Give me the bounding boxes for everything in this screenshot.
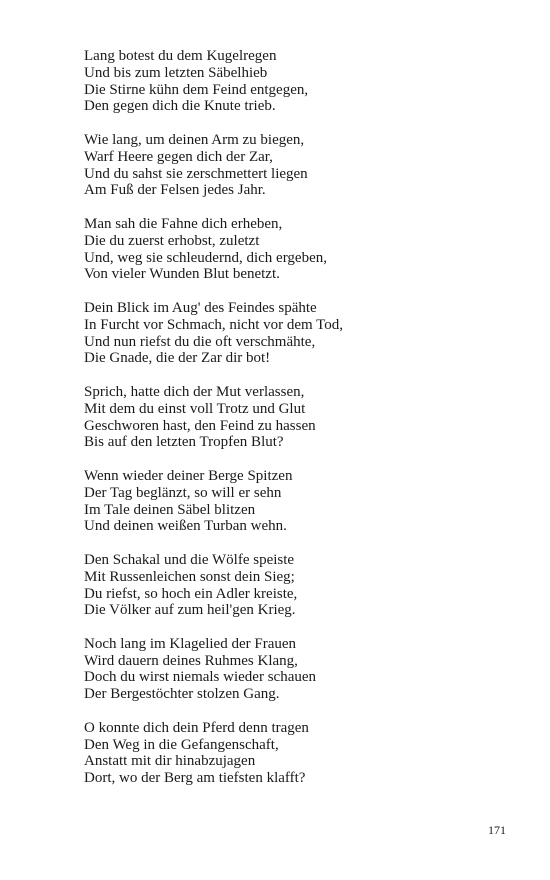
stanza-6	[84, 468, 504, 535]
stanza-1	[84, 48, 504, 115]
verse-line: Am Fuß der Felsen jedes Jahr.	[84, 182, 266, 199]
verse-line: Im Tale deinen Säbel blitzen	[84, 501, 256, 518]
stanza-7	[84, 552, 504, 619]
verse-line: Mit dem du einst voll Trotz und Glut	[84, 400, 306, 417]
verse-line: Den Weg in die Gefangenschaft,	[84, 736, 279, 753]
verse-line: Doch du wirst niemals wieder schauen	[84, 669, 317, 686]
verse-line: Und, weg sie schleudernd, dich ergeben,	[84, 249, 327, 266]
verse-line: Und bis zum letzten Säbelhieb	[84, 64, 268, 81]
verse-line: Den gegen dich die Knute trieb.	[84, 98, 276, 115]
verse-line: Warf Heere gegen dich der Zar,	[84, 148, 273, 165]
verse-line: Die Stirne kühn dem Feind entgegen,	[84, 81, 309, 98]
verse-line: Und du sahst sie zerschmettert liegen	[84, 165, 308, 182]
verse-line: Der Bergestöchter stolzen Gang.	[84, 686, 280, 703]
verse-line: Und nun riefst du die oft verschmähte,	[84, 333, 316, 350]
verse-line: Die du zuerst erhobst, zuletzt	[84, 232, 260, 249]
verse-line: Man sah die Fahne dich erheben,	[84, 215, 283, 232]
stanza-8	[84, 636, 504, 703]
verse-line: Anstatt mit dir hinabzujagen	[84, 753, 256, 770]
verse-line: Wenn wieder deiner Berge Spitzen	[84, 467, 293, 484]
verse-line: Von vieler Wunden Blut benetzt.	[84, 266, 280, 283]
verse-line: Wie lang, um deinen Arm zu biegen,	[84, 131, 305, 148]
verse-line: Bis auf den letzten Tropfen Blut?	[84, 434, 284, 451]
stanza-3	[84, 216, 504, 283]
stanza-9	[84, 720, 504, 787]
verse-line: Geschworen hast, den Feind zu hassen	[84, 417, 316, 434]
stanza-2	[84, 132, 504, 199]
verse-line: Du riefst, so hoch ein Adler kreiste,	[84, 585, 298, 602]
verse-line: Wird dauern deines Ruhmes Klang,	[84, 652, 298, 669]
page-number: 171	[488, 823, 506, 837]
verse-line: Sprich, hatte dich der Mut verlassen,	[84, 383, 305, 400]
verse-line: Den Schakal und die Wölfe speiste	[84, 551, 295, 568]
verse-line: Dein Blick im Aug' des Feindes spähte	[84, 299, 317, 316]
verse-line: Noch lang im Klagelied der Frauen	[84, 635, 297, 652]
stanza-4	[84, 300, 504, 367]
stanza-5	[84, 384, 504, 451]
verse-line: Dort, wo der Berg am tiefsten klafft?	[84, 770, 306, 787]
poem-body	[84, 48, 504, 804]
verse-line: Mit Russenleichen sonst dein Sieg;	[84, 568, 295, 585]
verse-line: In Furcht vor Schmach, nicht vor dem Tod,	[84, 316, 344, 333]
verse-line: Lang botest du dem Kugelregen	[84, 48, 277, 64]
verse-line: Die Völker auf zum heil'gen Krieg.	[84, 602, 296, 619]
verse-line: Und deinen weißen Turban wehn.	[84, 518, 287, 535]
verse-line: Die Gnade, die der Zar dir bot!	[84, 350, 271, 367]
verse-line: O konnte dich dein Pferd denn tragen	[84, 719, 309, 736]
verse-line: Der Tag beglänzt, so will er sehn	[84, 484, 282, 501]
